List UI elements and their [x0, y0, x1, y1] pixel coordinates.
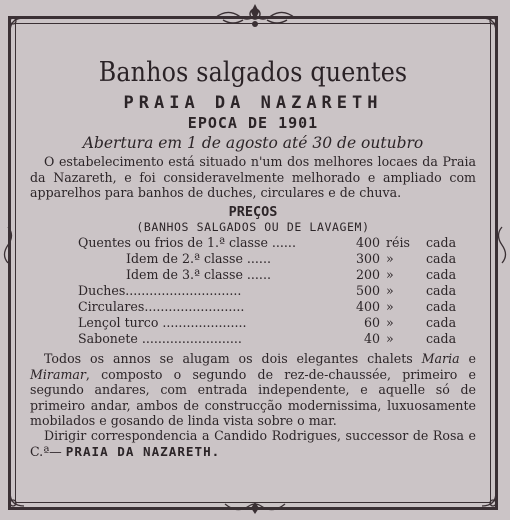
table-row [78, 267, 456, 283]
price-unit: » [386, 251, 394, 267]
side-ornament-left-icon [1, 225, 15, 265]
price-unit: réis [386, 235, 410, 251]
contact-paragraph [22, 428, 484, 459]
corner-ornament-bottom-right-icon [478, 488, 500, 510]
place-name: PRAIA DA NAZARETH [123, 93, 383, 114]
price-per: cada [426, 283, 457, 299]
corner-ornament-bottom-left-icon [6, 488, 28, 510]
contact-place: PRAIA DA NAZARETH. [65, 443, 221, 459]
table-row [78, 235, 456, 251]
price-item: Idem de 3.ª classe ...... [126, 267, 271, 283]
chalet-name-maria: Maria [421, 351, 460, 367]
price-per: cada [426, 331, 457, 347]
price-unit: » [386, 283, 394, 299]
intro-paragraph: O estabelecimento está situado n'um dos melhores locaes da Praia da Nazareth, e foi consideravelmente melhorado e ampliado com apparelhos para banhos de duches, circulares e de chuva. [30, 154, 476, 201]
price-per: cada [426, 235, 457, 251]
chalets-text-2: e [459, 351, 476, 367]
price-unit: » [386, 331, 394, 347]
top-ornament-icon [213, 2, 297, 30]
headline-title: Banhos salgados quentes [98, 57, 408, 88]
table-row [78, 315, 456, 331]
price-item: Quentes ou frios de 1.ª classe ...... [78, 235, 296, 251]
price-unit: » [386, 315, 394, 331]
side-ornament-right-icon [495, 225, 509, 265]
price-per: cada [426, 267, 457, 283]
season-year: EPOCA DE 1901 [187, 114, 319, 133]
price-unit: » [386, 299, 394, 315]
price-value: 400 [355, 299, 380, 315]
prices-subheading: (BANHOS SALGADOS OU DE LAVAGEM) [136, 219, 370, 234]
advertisement-content [22, 44, 484, 459]
opening-dates: Abertura em 1 de agosto até 30 de outubro [82, 134, 424, 153]
price-item: Circulares......................... [78, 299, 245, 315]
price-value: 400 [355, 235, 380, 251]
corner-ornament-top-left-icon [6, 14, 28, 36]
table-row [78, 283, 456, 299]
bottom-ornament-icon [223, 498, 287, 518]
price-value: 500 [355, 283, 380, 299]
price-item: Idem de 2.ª classe ...... [126, 251, 271, 267]
table-row [78, 331, 456, 347]
price-table [78, 235, 456, 347]
price-value: 200 [355, 267, 380, 283]
corner-ornament-top-right-icon [478, 14, 500, 36]
price-value: 60 [363, 315, 380, 331]
contact-text: Dirigir correspondencia a Candido Rodrigues, successor de Rosa e C.ª— [30, 428, 476, 459]
chalets-paragraph [22, 351, 484, 428]
price-per: cada [426, 299, 457, 315]
price-item: Duches............................. [78, 283, 242, 299]
price-per: cada [426, 251, 457, 267]
chalet-name-miramar: Miramar [30, 366, 86, 382]
table-row [78, 299, 456, 315]
price-unit: » [386, 267, 394, 283]
table-row [78, 251, 456, 267]
price-item: Lençol turco ..................... [78, 315, 247, 331]
chalets-text-1: Todos os annos se alugam os dois elegantes chalets [44, 351, 422, 367]
chalets-text-3: , composto o segundo de rez-de-chaussée, primeiro e segundo andares, com entrada independente, e aquelle só de primeiro andar, ambos de construcção modernissima, luxuosamente mobilados e gosando de linda vista sobre o mar. [30, 366, 476, 428]
price-item: Sabonete ......................... [78, 331, 242, 347]
prices-heading: PREÇOS [228, 203, 278, 220]
price-value: 300 [355, 251, 380, 267]
price-value: 40 [363, 331, 380, 347]
price-per: cada [426, 315, 457, 331]
